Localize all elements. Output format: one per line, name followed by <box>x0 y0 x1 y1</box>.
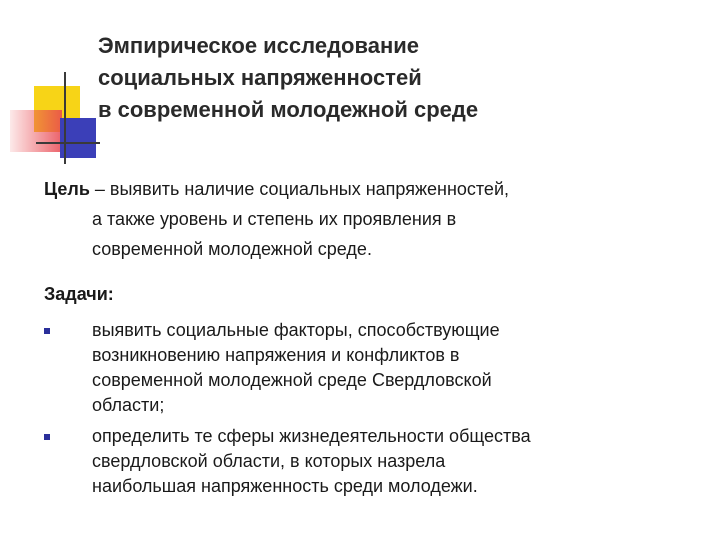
goal-label: Цель <box>44 179 90 199</box>
horizontal-line-shape <box>36 142 100 144</box>
goal-text: а также уровень и степень их проявления в <box>92 209 457 229</box>
title-line: в современной молодежной среде <box>98 97 479 122</box>
goal-paragraph <box>44 174 694 264</box>
slide-title <box>98 30 678 126</box>
goal-first-line <box>44 174 694 204</box>
list-item-text: выявить социальные факторы, способствующие <box>92 320 500 340</box>
list-item <box>44 424 694 499</box>
list-item-text: наибольшая напряженность среди молодежи. <box>92 476 478 496</box>
list-item-text: области; <box>92 395 165 415</box>
goal-text: современной молодежной среде. <box>92 239 372 259</box>
list-item-text: возникновению напряжения и конфликтов в <box>92 345 460 365</box>
list-item <box>44 318 694 418</box>
square-bullet-icon <box>44 434 50 440</box>
red-gradient-shape <box>10 110 62 152</box>
title-line: социальных напряженностей <box>98 65 422 90</box>
tasks-heading: Задачи: <box>44 284 114 304</box>
square-bullet-icon <box>44 328 50 334</box>
decorative-logo-blocks <box>0 0 110 170</box>
title-line: Эмпирическое исследование <box>98 33 419 58</box>
list-item-text: определить те сферы жизнедеятельности общества <box>92 426 531 446</box>
list-item-text: свердловской области, в которых назрела <box>92 451 446 471</box>
vertical-line-shape <box>64 72 66 164</box>
list-item-text: современной молодежной среде Свердловской <box>92 370 492 390</box>
goal-text: – выявить наличие социальных напряженностей, <box>89 179 509 199</box>
tasks-list <box>44 318 694 505</box>
